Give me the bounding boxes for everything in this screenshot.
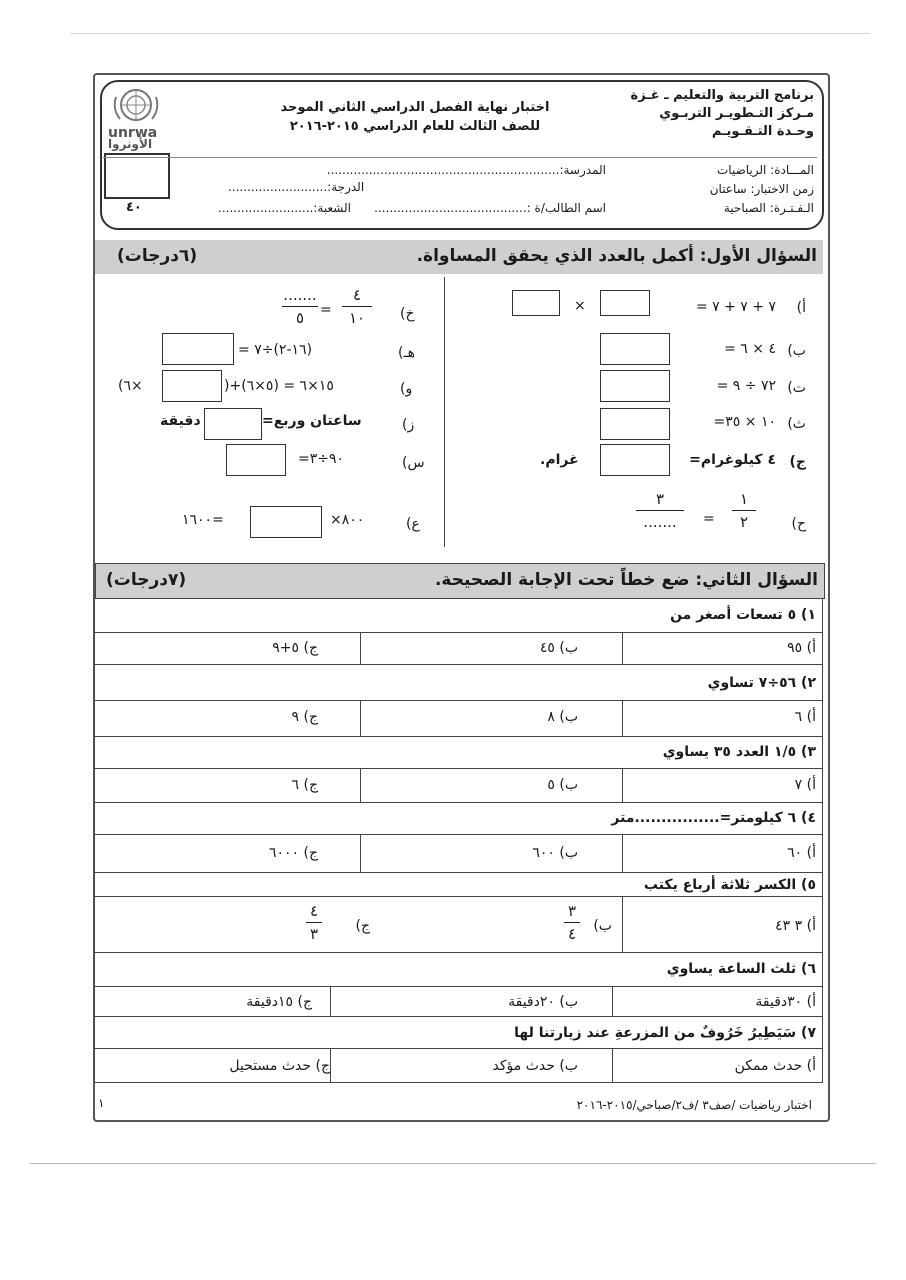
q2-rule <box>95 700 823 702</box>
scan-bottom-line <box>30 1163 876 1164</box>
q2-title-bar <box>95 563 825 599</box>
q1-w-expr: ١٥×٦ = (٥×٦)+( <box>224 378 334 394</box>
exam-title-line1: اختبار نهاية الفصل الدراسي الثاني الموحد <box>280 100 550 115</box>
org-line-1: برنامج التربية والتعليم ـ غـزة <box>630 88 814 103</box>
fraction-bar <box>306 922 322 923</box>
q1-ayn-expr: ٨٠٠× <box>330 512 365 528</box>
q2-col-divider <box>360 700 361 736</box>
q1-h-fraction-left <box>732 490 756 531</box>
q2-col-divider <box>330 1048 331 1082</box>
footer-exam-code: اختبار رياضيات /صف٣ /ف٢/صباحي/٢٠١٥-٢٠١٦ <box>576 1098 812 1112</box>
fraction-bar <box>282 306 318 307</box>
q2-2-stem: ٢) ٥٦÷٧ تساوي <box>707 675 816 691</box>
q2-rule <box>95 1048 823 1050</box>
q2-col-divider <box>622 896 623 952</box>
q1-kh-fraction-right <box>282 286 318 327</box>
q2-5-c-den: ٣ <box>309 925 319 943</box>
q2-col-divider <box>622 632 623 664</box>
q2-3-stem: ٣) ١/٥ العدد ٣٥ يساوي <box>662 744 816 760</box>
q1-j-unit: غرام. <box>540 452 579 468</box>
q1-b-label: ب) <box>787 343 806 359</box>
q1-title-bar <box>95 240 823 274</box>
q2-col-divider <box>360 632 361 664</box>
q1-s-label: س) <box>402 455 425 471</box>
q2-rule <box>95 598 823 600</box>
q2-rule <box>95 896 823 898</box>
header-divider <box>103 157 817 158</box>
q2-col-divider <box>612 1048 613 1082</box>
q1-s-answer-box[interactable] <box>226 444 286 476</box>
q2-rule <box>95 1082 823 1084</box>
q2-6-option-b[interactable]: ب) ٢٠دقيقة <box>508 994 578 1010</box>
unrwa-logo <box>106 85 166 151</box>
q1-z-answer-box[interactable] <box>204 408 262 440</box>
q1-t-answer-box[interactable] <box>600 370 670 402</box>
q1-kh-fraction-left <box>342 286 372 327</box>
time-field: زمن الاختبار: ساعتان <box>709 182 814 196</box>
q2-col-divider <box>622 700 623 736</box>
q1-w-tail: ×٦) <box>118 378 143 394</box>
q2-7-option-a[interactable]: أ) حدث ممكن <box>734 1058 816 1074</box>
q1-a-label: أ) <box>796 300 806 316</box>
q1-h-equals: = <box>703 511 715 527</box>
q1-a-answer-box-2[interactable] <box>512 290 560 316</box>
q1-a-times: × <box>574 298 586 314</box>
q2-3-option-a[interactable]: أ) ٧ <box>794 777 816 793</box>
org-line-2: مـركز التـطويـر التربـوي <box>659 106 814 121</box>
q2-6-option-c[interactable]: ج) ١٥دقيقة <box>246 994 312 1010</box>
org-line-3: وحـدة التـقـويـم <box>711 124 814 139</box>
exam-title-line2: للصف الثالث للعام الدراسي ٢٠١٥-٢٠١٦ <box>289 119 541 134</box>
q2-rule <box>95 952 823 954</box>
q2-rule <box>95 664 823 666</box>
q1-kh-right-num: ....... <box>283 286 317 304</box>
q1-kh-equals: = <box>320 302 332 318</box>
q2-rule <box>95 1016 823 1018</box>
q1-th-expr: ١٠ × ٣٥= <box>713 414 776 430</box>
fraction-bar <box>342 306 372 307</box>
q1-ha-answer-box[interactable] <box>162 333 234 365</box>
q1-z-unit: دقيقة <box>160 413 201 429</box>
q2-rule <box>95 986 823 988</box>
q2-right-border <box>822 598 823 1082</box>
q2-7-option-c[interactable]: ج) حدث مستحيل <box>229 1058 330 1074</box>
q1-th-label: ث) <box>787 416 806 432</box>
q2-5-option-c-label[interactable]: ج) <box>355 918 370 934</box>
q1-h-right-den: ....... <box>643 513 677 531</box>
q1-title: السؤال الأول: أكمل بالعدد الذي يحقق المساواة. <box>416 246 817 266</box>
q2-col-divider <box>612 986 613 1016</box>
score-box <box>104 153 170 199</box>
q2-4-stem: ٤) ٦ كيلومتر=................متر <box>611 810 816 826</box>
q1-h-label: ح) <box>791 516 806 532</box>
q2-left-border <box>94 598 95 1082</box>
q2-5-option-c-fraction[interactable] <box>306 902 322 943</box>
q1-h-left-num: ١ <box>739 490 749 508</box>
q2-col-divider <box>360 768 361 802</box>
q2-4-option-a[interactable]: أ) ٦٠ <box>787 845 816 861</box>
q2-rule <box>95 802 823 804</box>
q1-t-label: ت) <box>787 380 806 396</box>
q2-col-divider <box>330 986 331 1016</box>
section-field: الشعبة:......................... <box>218 201 351 215</box>
q2-1-option-a[interactable]: أ) ٩٥ <box>787 640 816 656</box>
q2-2-option-c[interactable]: ج) ٩ <box>291 709 318 725</box>
q1-kh-right-den: ٥ <box>295 309 305 327</box>
fraction-bar <box>732 510 756 511</box>
q2-rule <box>95 632 823 634</box>
q1-h-fraction-right <box>636 490 684 531</box>
q1-w-answer-box[interactable] <box>162 370 222 402</box>
q1-j-expr: ٤ كيلوغرام= <box>689 452 776 468</box>
q2-5-b-den: ٤ <box>567 925 577 943</box>
q2-1-stem: ١) ٥ تسعات أصغر من <box>670 607 816 623</box>
q1-marks: (٦درجات) <box>117 246 198 266</box>
q2-rule <box>95 768 823 770</box>
q2-title: السؤال الثاني: ضع خطاً تحت الإجابة الصحيحة. <box>434 570 818 590</box>
q2-1-option-b[interactable]: ب) ٤٥ <box>539 640 578 656</box>
logo-text-en: unrwa <box>108 125 158 141</box>
q1-a-answer-box-1[interactable] <box>600 290 650 316</box>
q1-z-label: ز) <box>402 417 415 433</box>
q2-rule <box>95 736 823 738</box>
q1-j-label: ج) <box>789 454 806 470</box>
q1-ayn-label: ع) <box>406 516 420 532</box>
q1-t-expr: ٧٢ ÷ ٩ = <box>716 378 776 394</box>
q2-marks: (٧درجات) <box>106 570 187 590</box>
q1-ha-label: هـ) <box>398 345 415 361</box>
q1-ayn-tail: =١٦٠٠ <box>182 512 224 528</box>
student-name-field: اسم الطالب/ة :........................................ <box>374 201 606 215</box>
total-score: ٤٠ <box>126 200 142 215</box>
q1-h-right-num: ٣ <box>655 490 665 508</box>
q2-5-c-num: ٤ <box>309 902 319 920</box>
q1-j-answer-box[interactable] <box>600 444 670 476</box>
q2-3-option-b[interactable]: ب) ٥ <box>547 777 578 793</box>
q1-b-expr: ٤ × ٦ = <box>724 341 776 357</box>
q1-ayn-answer-box[interactable] <box>250 506 322 538</box>
q2-rule <box>95 834 823 836</box>
q2-6-option-a[interactable]: أ) ٣٠دقيقة <box>755 994 816 1010</box>
school-field: المدرسة:............................................................. <box>326 163 606 177</box>
q1-column-divider <box>444 277 445 547</box>
q1-s-expr: ٩٠÷٣= <box>298 451 345 467</box>
grade-field: الدرجة:.......................... <box>228 180 365 194</box>
q2-7-stem: ٧) سَيَطِيرُ خَرُوفٌ من المزرعةِ عند زيارتنا لها <box>514 1025 816 1041</box>
fraction-bar <box>636 510 684 511</box>
q2-col-divider <box>622 834 623 872</box>
q2-col-divider <box>622 768 623 802</box>
q2-4-option-b[interactable]: ب) ٦٠٠ <box>532 845 578 861</box>
q1-b-answer-box[interactable] <box>600 333 670 365</box>
q1-ha-expr: (١٦-٢)÷٧ = <box>238 342 313 358</box>
q1-kh-left-num: ٤ <box>352 286 362 304</box>
q1-z-expr: ساعتان وربع= <box>262 413 362 429</box>
q2-rule <box>95 872 823 874</box>
q1-kh-left-den: ١٠ <box>348 309 366 327</box>
q2-5-option-b-fraction[interactable] <box>564 902 580 943</box>
q2-5-b-num: ٣ <box>567 902 577 920</box>
q1-w-label: و) <box>400 381 413 397</box>
subject-field: المـــادة: الرياضيات <box>717 163 814 177</box>
logo-text-ar: الأونروا <box>108 137 153 151</box>
q2-1-option-c[interactable]: ج) ٥+٩ <box>272 640 318 656</box>
q2-5-stem: ٥) الكسر ثلاثة أرباع يكتب <box>643 877 816 893</box>
period-field: الـفـتـرة: الصباحية <box>723 201 814 215</box>
q2-col-divider <box>360 834 361 872</box>
q1-th-answer-box[interactable] <box>600 408 670 440</box>
q2-2-option-b[interactable]: ب) ٨ <box>547 709 578 725</box>
q2-4-option-c[interactable]: ج) ٦٠٠٠ <box>268 845 318 861</box>
q2-5-option-b-label[interactable]: ب) <box>593 918 612 934</box>
q1-h-left-den: ٢ <box>739 513 749 531</box>
q2-5-option-a[interactable]: أ) ٣ ٤٣ <box>775 918 816 934</box>
q2-2-option-a[interactable]: أ) ٦ <box>794 709 816 725</box>
q2-6-stem: ٦) ثلث الساعة يساوي <box>666 961 816 977</box>
q1-kh-label: خ) <box>400 306 415 322</box>
q1-a-expr: ٧ + ٧ + ٧ = <box>695 299 776 315</box>
page-number: ١ <box>98 1096 105 1110</box>
q2-7-option-b[interactable]: ب) حدث مؤكد <box>492 1058 578 1074</box>
scan-edge-line <box>70 33 870 34</box>
fraction-bar <box>564 922 580 923</box>
q2-3-option-c[interactable]: ج) ٦ <box>291 777 318 793</box>
